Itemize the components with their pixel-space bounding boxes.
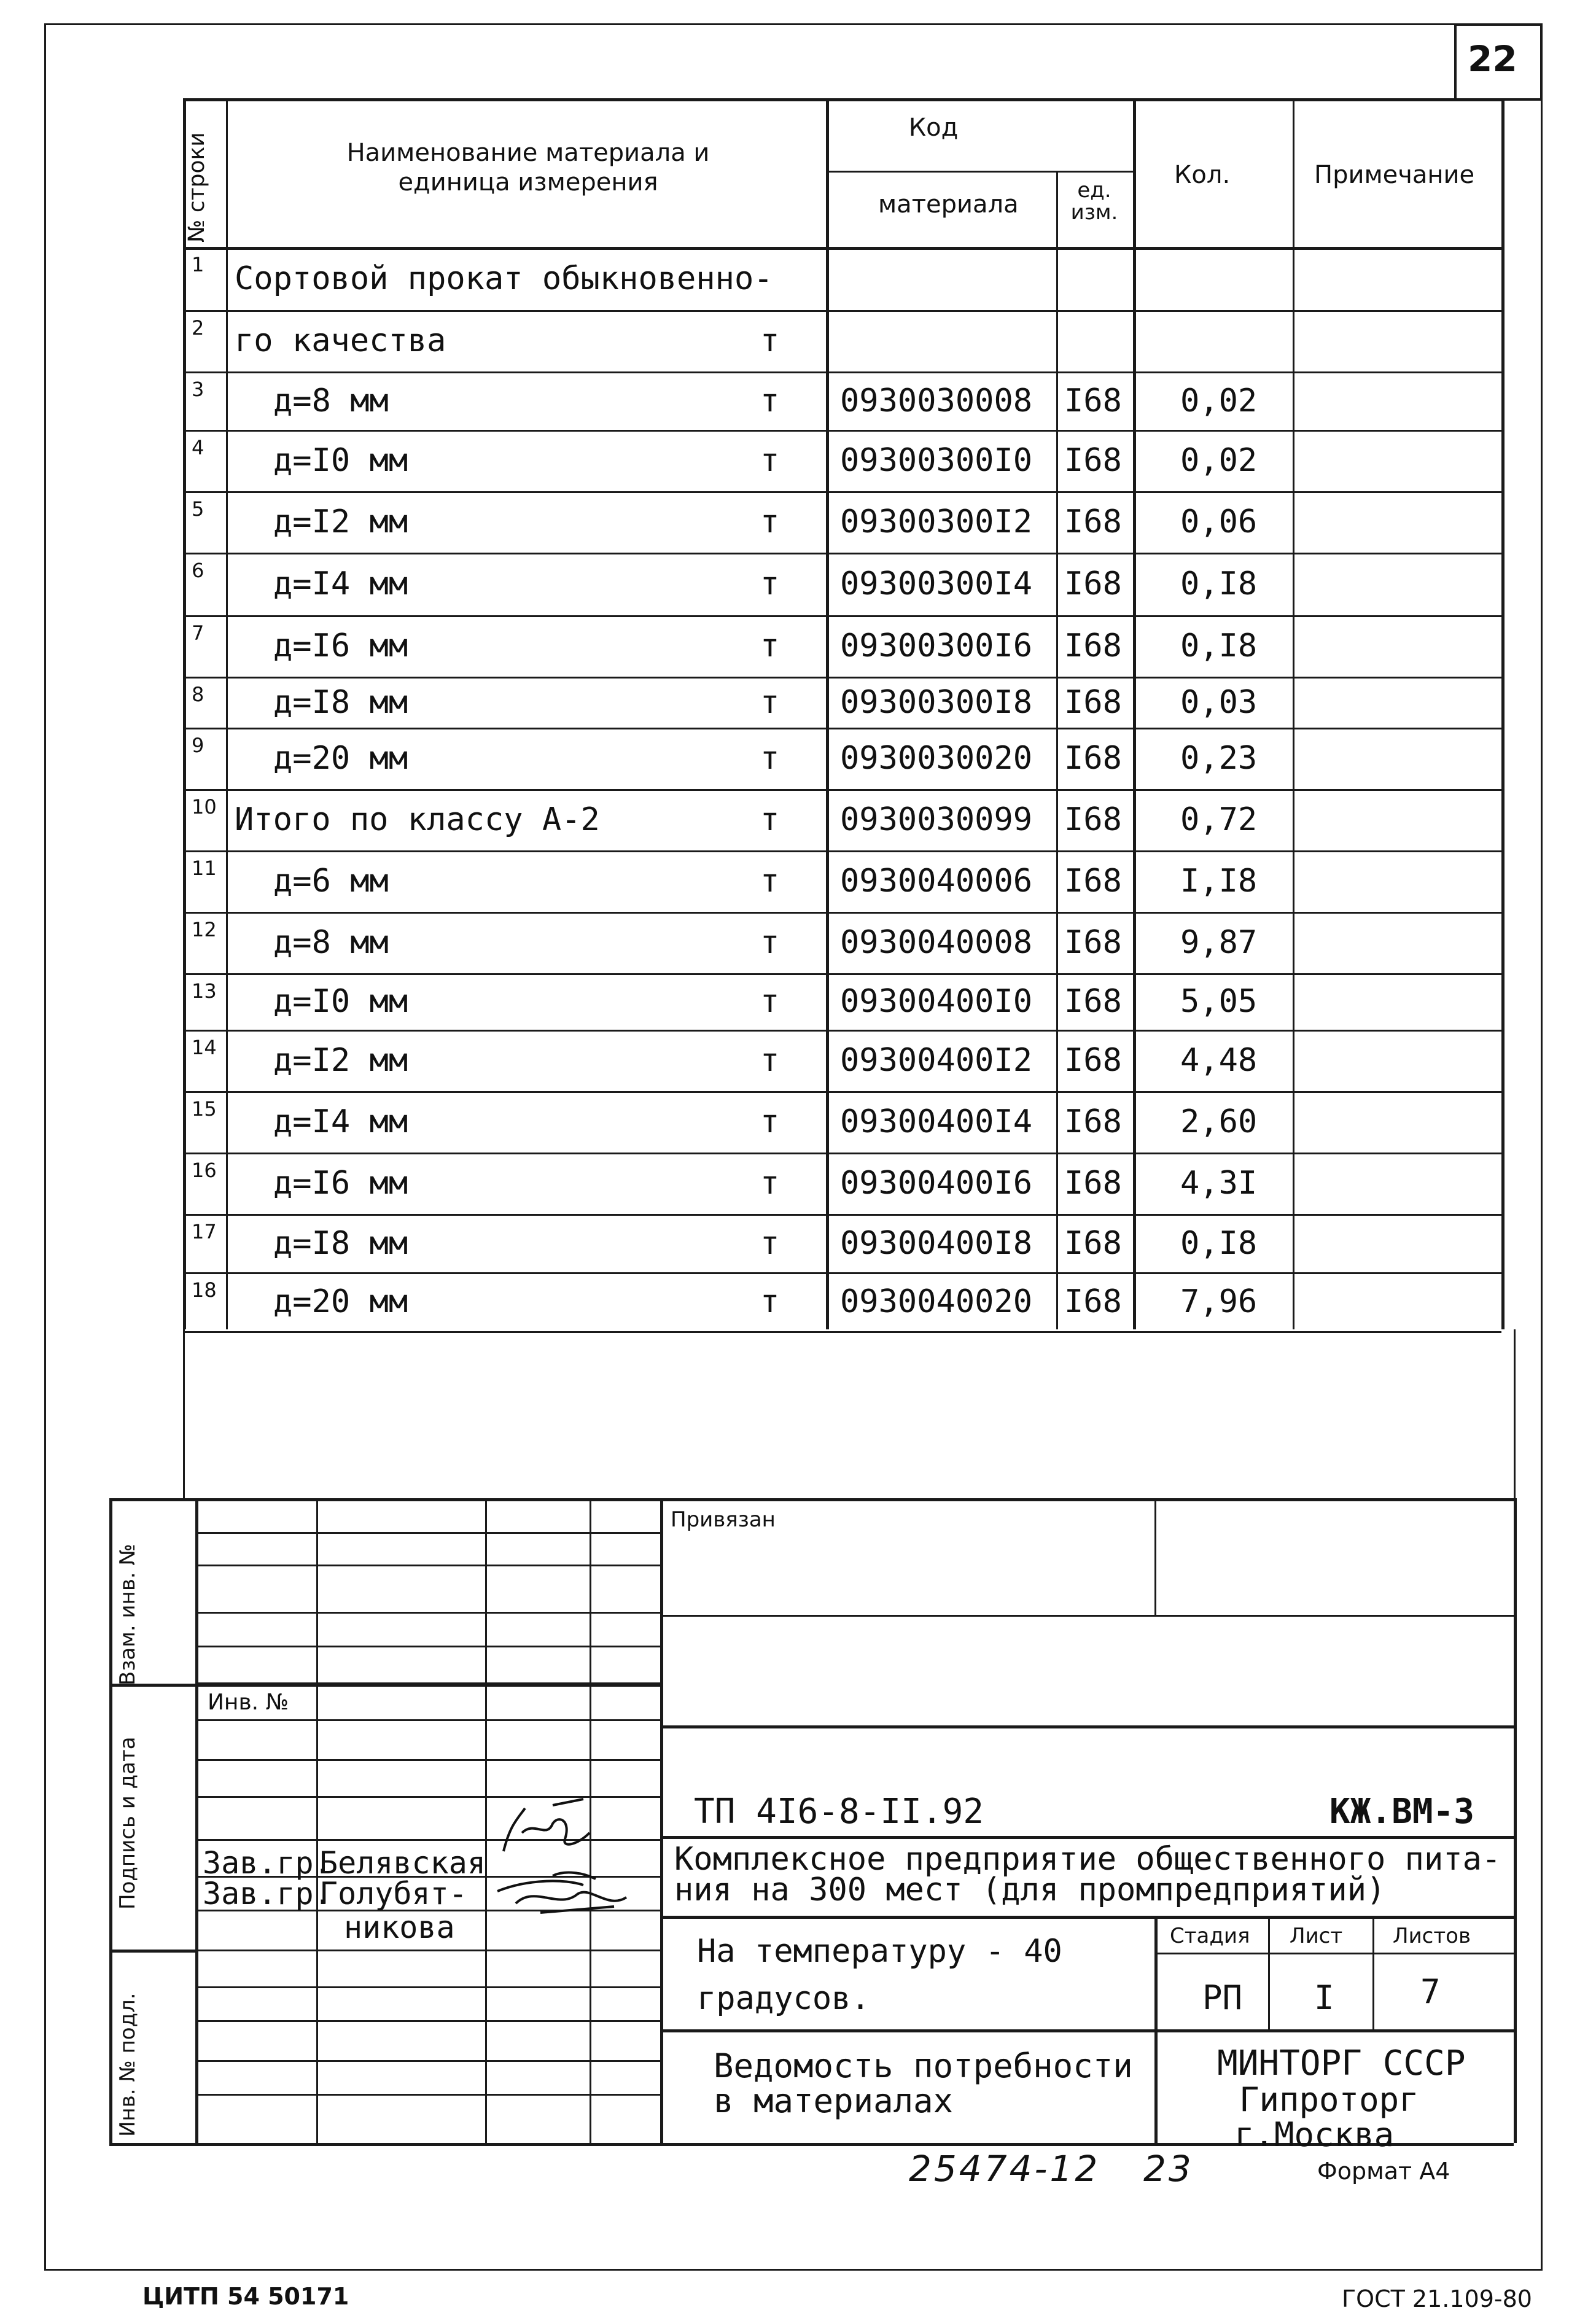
unit-letter: т [760,503,780,540]
row-rule [183,973,1501,975]
table-top [183,98,1501,101]
row-number: 13 [192,979,217,1003]
unit-code: I68 [1064,628,1122,664]
unit-letter: т [760,382,780,419]
material-name: д=I0 мм [273,442,408,479]
material-name: д=8 мм [273,382,389,419]
material-code: 09300400I6 [840,1165,1033,1202]
row-number: 18 [192,1278,217,1302]
unit-code: I68 [1064,863,1122,900]
col-rule-3 [1056,171,1058,1329]
doc-title-line-2: в материалах [714,2082,954,2120]
handwritten-page: 23 [1143,2148,1194,2190]
signer-1-name: Белявская [319,1845,486,1881]
unit-letter: т [760,983,780,1020]
unit-code: I68 [1064,924,1122,961]
material-code: 09300400I0 [840,983,1033,1020]
left-code: ЦИТП 54 50171 [142,2283,349,2310]
table-extension-left [183,1329,185,1498]
temp-line-1: На температуру - 40 [697,1933,1062,1970]
tb-grid-row [195,1950,660,1951]
row-number: 17 [192,1220,217,1243]
material-code: 09300400I4 [840,1103,1033,1140]
row-rule [183,1153,1501,1154]
tb-col-5 [660,1498,663,2143]
row-number: 11 [192,857,217,880]
stage-split-2 [1372,1916,1374,2029]
unit-letter: т [760,442,780,479]
material-name: д=I8 мм [273,1224,408,1262]
doc-code: КЖ.ВМ-3 [1329,1792,1475,1832]
material-name: д=I2 мм [273,503,408,540]
col-rule-0 [183,98,186,1329]
unit-letter: т [760,740,780,777]
sheets-label: Листов [1393,1924,1471,1948]
org-line-3: г.Москва [1234,2115,1395,2154]
quantity: 0,I8 [1180,1224,1258,1262]
material-name: д=20 мм [273,740,408,777]
quantity: 0,I8 [1180,628,1258,664]
material-name: д=I6 мм [273,1165,408,1202]
quantity: 0,02 [1180,382,1258,419]
row-number: 1 [192,253,204,276]
quantity: 4,3I [1180,1165,1258,1202]
unit-letter: т [760,924,780,961]
row-rule [183,430,1501,432]
row-number: 4 [192,436,204,459]
material-name: д=8 мм [273,924,389,961]
signer-2-name-1: Голубят- [319,1876,467,1911]
tb-grid-row [195,1612,660,1614]
row-number: 14 [192,1036,217,1059]
row-number: 12 [192,918,217,941]
tb-grid-row [195,1759,660,1761]
unit-code: I68 [1064,503,1122,540]
unit-letter: т [760,1165,780,1202]
doc-title-line-1: Ведомость потребности [714,2047,1133,2085]
doc-number: ТП 4I6-8-II.92 [694,1792,984,1832]
row-rule [183,912,1501,914]
unit-code: I68 [1064,1283,1122,1320]
unit-code: I68 [1064,683,1122,721]
quantity: 5,05 [1180,983,1258,1020]
unit-letter: т [760,1042,780,1079]
sheets-value: 7 [1420,1972,1441,2011]
material-name: д=I0 мм [273,983,408,1020]
row-rule [183,553,1501,554]
tb-grid-row [195,2020,660,2022]
doc-title-top [660,2029,1514,2032]
col-rule-5 [1293,98,1294,1329]
object-line-2: ния на 300 мест (для промпредприятий) [674,1872,1386,1908]
side-label-podpis-data: Подпись и дата [115,1736,140,1910]
tb-grid-row [195,2060,660,2062]
quantity: 0,03 [1180,683,1258,721]
quantity: 0,06 [1180,503,1258,540]
signature-1 [491,1796,602,1864]
unit-letter: т [760,1283,780,1320]
tb-left [109,1498,112,2143]
row-rule [183,491,1501,493]
tb-grid-row [195,1565,660,1566]
row-rule [183,1091,1501,1093]
unit-code: I68 [1064,1224,1122,1262]
unit-code: I68 [1064,566,1122,602]
material-name: д=I8 мм [273,683,408,721]
gost-label: ГОСТ 21.109-80 [1342,2285,1532,2312]
row-number: 5 [192,497,204,521]
quantity: 4,48 [1180,1042,1258,1079]
signer-2-role: Зав.гр. [203,1876,332,1911]
privyazan-label: Привязан [671,1507,776,1532]
material-code: 0930030020 [840,740,1033,777]
inv-no-label: Инв. № [208,1690,289,1715]
row-number: 3 [192,378,204,401]
object-line-1: Комплексное предприятие общественного пита- [674,1841,1501,1878]
temp-line-2: градусов. [697,1980,870,2017]
header-qty: Кол. [1174,161,1231,189]
signer-2-name-2: никова [344,1910,455,1945]
tb-grid-row [195,1986,660,1988]
sheet-value: I [1314,1978,1334,2017]
material-name: д=I4 мм [273,566,408,602]
row-rule [183,677,1501,678]
unit-letter: т [760,1103,780,1140]
unit-code: I68 [1064,442,1122,479]
unit-code: I68 [1064,1103,1122,1140]
row-rule [183,728,1501,729]
row-rule [183,1214,1501,1216]
col-rule-1 [226,98,228,1329]
tb-right [1514,1498,1517,2143]
row-rule [183,615,1501,617]
unit-letter: т [760,566,780,602]
header-code-unit: ед. изм. [1070,178,1118,225]
tb-grid-row [195,1532,660,1534]
quantity: 0,72 [1180,801,1258,838]
side-split-2 [109,1950,195,1953]
unit-code: I68 [1064,801,1122,838]
stage-label-bottom [1154,1953,1514,1954]
row-rule [183,1272,1501,1274]
unit-code: I68 [1064,1042,1122,1079]
unit-letter: т [760,863,780,900]
tb-grid-row [195,1646,660,1647]
doc-number-top [660,1725,1514,1728]
tb-col-2 [316,1498,318,2143]
material-code: 0930040006 [840,863,1033,900]
signature-2 [491,1867,639,1922]
material-code: 09300300I4 [840,566,1033,602]
material-name: Итого по классу А-2 [235,801,600,838]
side-label-inv-podl: Инв. № подл. [115,1992,140,2137]
material-name: д=I4 мм [273,1103,408,1140]
quantity: 9,87 [1180,924,1258,961]
stage-label: Стадия [1170,1924,1250,1948]
code-subheader-rule [826,171,1133,173]
handwritten-number: 25474-12 [909,2148,1100,2190]
header-code: Код [908,114,959,142]
material-code: 09300300I2 [840,503,1033,540]
header-name: Наименование материала и единица измерения [346,139,710,196]
header-bottom [183,247,1501,250]
side-label-vzam-inv: Взам. инв. № [115,1544,140,1685]
col-rule-6 [1501,98,1505,1329]
material-name: Сортовой прокат обыкновенно- [235,260,773,297]
material-code: 0930040008 [840,924,1033,961]
quantity: I,I8 [1180,863,1258,900]
quantity: 0,I8 [1180,566,1258,602]
header-row-no: № строки [184,132,209,243]
quantity: 2,60 [1180,1103,1258,1140]
material-name: го качества [235,322,446,359]
row-rule [183,1030,1501,1032]
unit-code: I68 [1064,740,1122,777]
org-line-2: Гипроторг [1239,2080,1419,2119]
row-number: 8 [192,683,204,706]
row-number: 15 [192,1097,217,1121]
quantity: 0,02 [1180,442,1258,479]
title-block-top [109,1498,1514,1501]
tb-grid-row [195,2094,660,2096]
quantity: 7,96 [1180,1283,1258,1320]
material-code: 09300300I0 [840,442,1033,479]
unit-code: I68 [1064,382,1122,419]
temp-top [660,1916,1514,1919]
row-number: 2 [192,316,204,340]
object-top [660,1836,1514,1839]
row-number: 9 [192,734,204,757]
unit-letter: т [760,322,780,359]
unit-letter: т [760,683,780,721]
tb-col-1 [195,1498,198,2143]
tb-grid-row [195,1719,660,1721]
unit-code: I68 [1064,1165,1122,1202]
tb-col-3 [485,1498,487,2143]
org-line-1: МИНТОРГ СССР [1217,2043,1466,2083]
row-number: 16 [192,1159,217,1182]
row-rule [183,371,1501,373]
material-code: 09300400I8 [840,1224,1033,1262]
row-rule [183,850,1501,852]
format-label: Формат А4 [1317,2158,1450,2185]
signer-1-role: Зав.гр. [203,1845,332,1881]
material-code: 0930030099 [840,801,1033,838]
stage-block-left [1154,1916,1158,2143]
material-code: 09300300I6 [840,628,1033,664]
header-code-material: материала [878,190,1019,219]
row-rule-last [183,1331,1501,1333]
col-rule-4 [1133,98,1136,1329]
header-note: Примечание [1314,161,1475,189]
unit-code: I68 [1064,983,1122,1020]
row-number: 6 [192,559,204,582]
sheet-number: 22 [1468,38,1517,80]
privyazan-bottom [660,1615,1514,1617]
material-name: д=I6 мм [273,628,408,664]
unit-letter: т [760,801,780,838]
material-code: 0930030008 [840,382,1033,419]
material-name: д=20 мм [273,1283,408,1320]
quantity: 0,23 [1180,740,1258,777]
material-code: 09300400I2 [840,1042,1033,1079]
row-rule [183,310,1501,312]
privyazan-split [1154,1498,1156,1615]
row-rule [183,789,1501,791]
material-name: д=6 мм [273,863,389,900]
stage-value: РП [1202,1978,1243,2017]
unit-letter: т [760,628,780,664]
material-name: д=I2 мм [273,1042,408,1079]
row-number: 7 [192,621,204,645]
col-rule-2 [826,98,829,1329]
row-number: 10 [192,795,217,818]
material-code: 09300300I8 [840,683,1033,721]
unit-letter: т [760,1224,780,1262]
table-extension-right [1514,1329,1516,1498]
inv-row-top [195,1684,660,1687]
sheet-label: Лист [1290,1924,1343,1948]
material-code: 0930040020 [840,1283,1033,1320]
stage-split-1 [1268,1916,1270,2029]
